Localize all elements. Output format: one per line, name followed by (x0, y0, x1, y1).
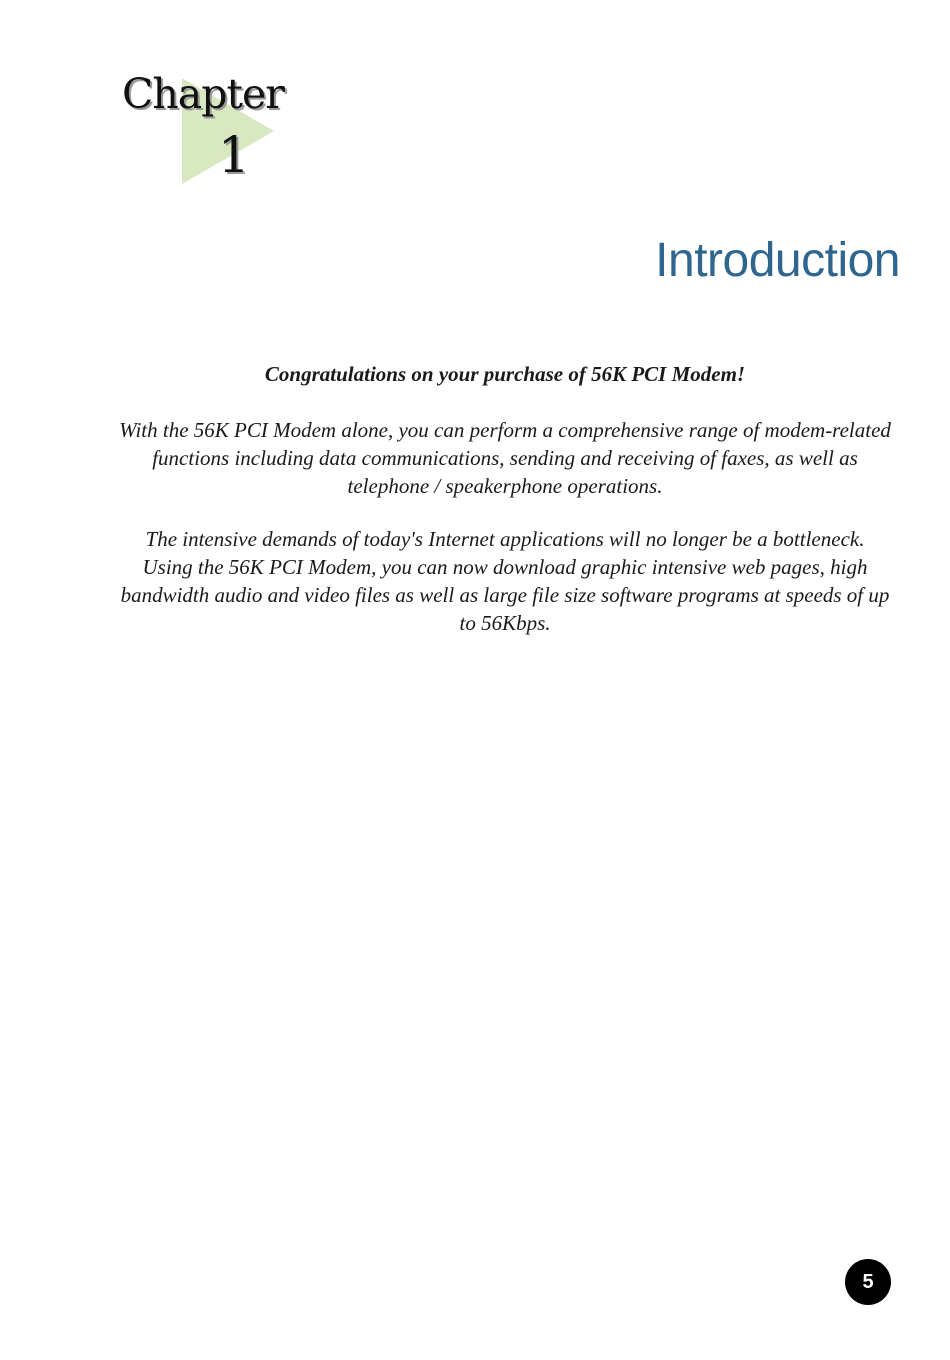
paragraph-internet-speed: The intensive demands of today's Internet applications will no longer be a bottleneck. Using the 56K PCI Modem, you can now download graphic intensive web pages, high bandwidth audio and video files as well as large file size software programs at speeds of up to 56Kbps. (120, 527, 890, 635)
paragraph-modem-functions: With the 56K PCI Modem alone, you can perform a comprehensive range of modem-related functions including data communications, sending and receiving of faxes, as well as telephone / speakerphone operations. (119, 418, 891, 498)
introduction-body (118, 360, 892, 662)
chapter-heading (118, 72, 288, 192)
chapter-number: 1 (218, 126, 250, 184)
congratulations-lead: Congratulations on your purchase of 56K PCI Modem! (264, 362, 746, 386)
page-number-badge: 5 (845, 1259, 891, 1305)
page-title: Introduction (655, 234, 900, 287)
chapter-label: Chapter (122, 70, 284, 118)
